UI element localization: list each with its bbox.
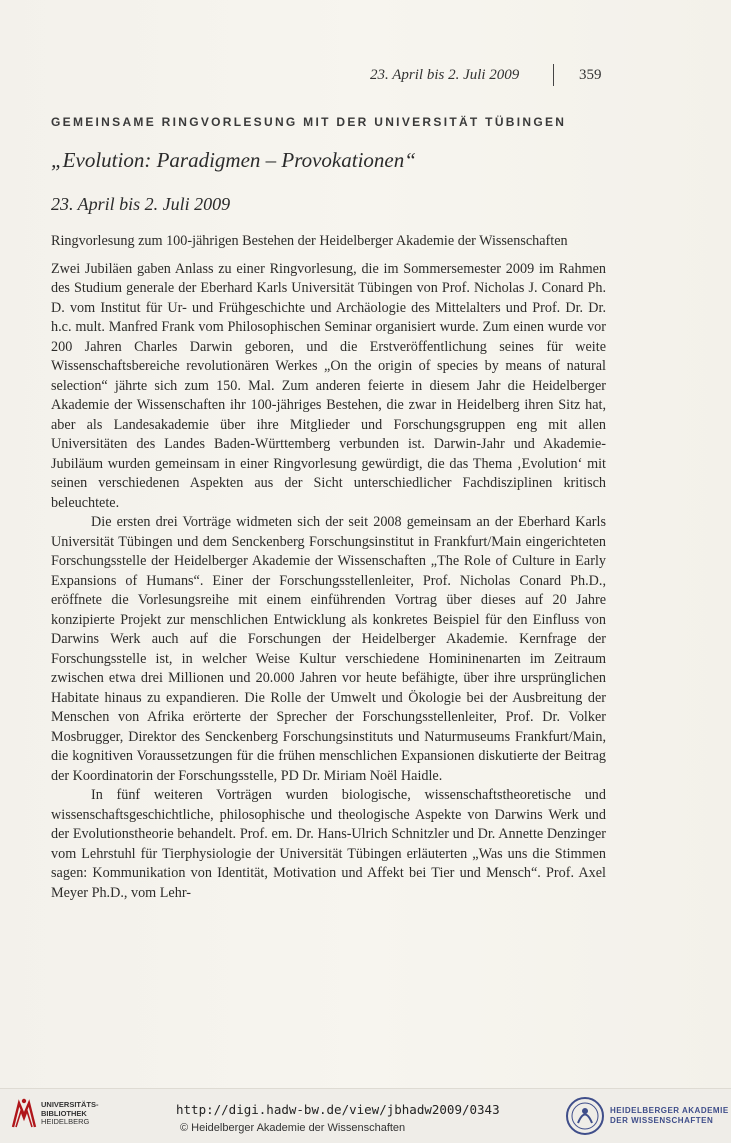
body-text xyxy=(51,232,606,903)
paragraph: In fünf weiteren Vorträgen wurden biologische, wissenschaftstheoretische und wissenschaftsgeschichtliche, philosophische und theologische Aspekte von Darwins Werk und der Evolutionstheorie behandelt. Prof. em. Dr. Hans-Ulrich Schnitzler und Dr. Annette Denzinger vom Lehrstuhl für Tierphysiologie der Universität Tübingen erläuterten „Was uns die Stimmen sagen: Kommunikation von Identität, Motivation und Affekt bei Tier und Mensch“. Prof. Axel Meyer Ph.D., vom Lehr- xyxy=(51,787,606,901)
academy-line2: DER WISSENSCHAFTEN xyxy=(610,1116,714,1125)
academy-seal-icon xyxy=(565,1096,605,1136)
university-library-name xyxy=(41,1101,99,1127)
paragraph: Zwei Jubiläen gaben Anlass zu einer Ringvorlesung, die im Sommersemester 2009 im Rahmen des Studium generale der Eberhard Karls Universität Tübingen von Prof. Nicholas J. Conard Ph. D. vom Institut für Ur- und Frühgeschichte und Archäologie des Mittelalters und Prof. Dr. Dr. h.c. mult. Manfred Frank vom Philosophischen Seminar organisiert wurde. Zum einen wurde vor 200 Jahren Charles Darwin geboren, und die Erstveröffentlichung seines für weite Wissenschaftsbereiche revolutionären Werkes „On the origin of species by means of natural selection“ jährte sich zum 150. Mal. Zum anderen feierte in diesem Jahr die Heidelberger Akademie der Wissenschaften ihr 100-jähriges Bestehen, die zwar in Heidelberg ihren Sitz hat, aber als Landesakademie über ihre Mitglieder und Forschungsgruppen eng mit allen Universitäten des Landes Baden-Württemberg verbunden ist. Darwin-Jahr und Akademie-Jubiläum wurden gemeinsam in einer Ringvorlesung gewürdigt, die das Thema ‚Evolution‘ mit seinen verschiedenen Aspekten aus der Sicht unterschiedlicher Fachdisziplinen kritisch beleuchtete. xyxy=(51,260,606,511)
copyright-notice: © Heidelberger Akademie der Wissenschaften xyxy=(180,1122,406,1134)
permalink-url[interactable]: http://digi.hadw-bw.de/view/jbhadw2009/0343 xyxy=(176,1102,500,1117)
event-date: 23. April bis 2. Juli 2009 xyxy=(51,194,231,214)
running-head xyxy=(360,64,605,86)
academy-name xyxy=(610,1106,729,1126)
page-number: 359 xyxy=(579,67,602,83)
subtitle-paragraph: Ringvorlesung zum 100-jährigen Bestehen der Heidelberger Akademie der Wissenschaften xyxy=(51,233,568,249)
ub-line3: HEIDELBERG xyxy=(41,1117,90,1126)
running-head-divider xyxy=(553,64,554,86)
ub-line1: UNIVERSITÄTS- xyxy=(41,1100,99,1109)
series-heading: GEMEINSAME RINGVORLESUNG MIT DER UNIVERSITÄT TÜBINGEN xyxy=(51,115,567,129)
paragraph: Die ersten drei Vorträge widmeten sich der seit 2008 gemeinsam an der Eberhard Karls Universität Tübingen und dem Senckenberg Forschungsinstitut in Frankfurt/Main eingerichteten Forschungsstelle der Heidelberger Akademie der Wissenschaften „The Role of Culture in Early Expansions of Humans“. Einer der Forschungsstellenleiter, Prof. Nicholas Conard Ph.D., eröffnete die Vorlesungsreihe mit einem einführenden Vortrag über dieses auf 20 Jahre konzipierte Projekt zur menschlichen Entwicklung als konkretes Beispiel für den Einfluss von Darwins Werk auch auf die Forschungen der Heidelberger Akademie. Kernfrage der Forschungsstelle ist, in welcher Weise Kultur verschiedene Homininenarten im Zeitraum zwischen etwa drei Millionen und 20.000 Jahren vor heute befähigte, über ihre ursprünglichen Habitate hinaus zu expandieren. Die Rolle der Umwelt und Ökologie bei der Ausbreitung der Menschen von Afrika erörterte der Sprecher der Forschungsstellenleiter, Prof. Dr. Volker Mosbrugger, Direktor des Senckenberg Forschungsinstituts und Naturmuseums Frankfurt/Main, die kognitiven Voraussetzungen für die frühen menschlichen Expansionen diskutierte der Beitrag der Koordinatorin der Forschungsstelle, PD Dr. Miriam Noël Haidle. xyxy=(51,514,606,784)
ub-line2: BIBLIOTHEK xyxy=(41,1108,87,1118)
event-title: „Evolution: Paradigmen – Provokationen“ xyxy=(51,148,416,172)
university-library-logo-icon xyxy=(9,1097,39,1129)
running-head-title: 23. April bis 2. Juli 2009 xyxy=(370,67,520,83)
viewer-footer xyxy=(0,1088,731,1143)
academy-line1: HEIDELBERGER AKADEMIE xyxy=(610,1106,729,1115)
